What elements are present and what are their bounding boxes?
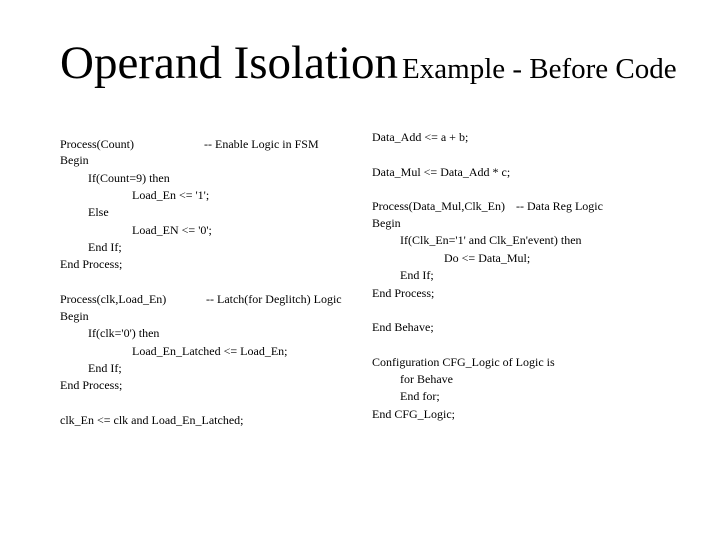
code-line: clk_En <= clk and Load_En_Latched;: [60, 413, 244, 427]
code-line: Else: [88, 205, 109, 219]
code-line: End Process;: [60, 257, 123, 271]
code-line: Begin: [60, 153, 89, 167]
title-subtitle: Example - Before Code: [402, 53, 677, 85]
code-line: If(Clk_En='1' and Clk_En'event) then: [400, 233, 582, 247]
slide-title: [60, 37, 677, 89]
code-line: If(clk='0') then: [88, 326, 160, 340]
code-line: Data_Mul <= Data_Add * c;: [372, 165, 511, 179]
code-line: Begin: [372, 216, 401, 230]
code-comment: -- Enable Logic in FSM: [204, 137, 319, 151]
code-line: Load_EN <= '0';: [132, 223, 212, 237]
code-line: Begin: [60, 309, 89, 323]
code-line: End Behave;: [372, 320, 434, 334]
code-line: Do <= Data_Mul;: [444, 251, 531, 265]
code-line: End Process;: [372, 286, 435, 300]
code-line: End If;: [400, 268, 434, 282]
code-line: End Process;: [60, 378, 123, 392]
code-line: Configuration CFG_Logic of Logic is: [372, 355, 555, 369]
code-comment: -- Latch(for Deglitch) Logic: [206, 292, 342, 306]
code-line: for Behave: [400, 372, 453, 386]
code-line: If(Count=9) then: [88, 171, 170, 185]
title-main: Operand Isolation: [60, 37, 399, 89]
code-line: Process(clk,Load_En): [60, 292, 167, 306]
code-comment: -- Data Reg Logic: [516, 199, 603, 213]
code-line: End CFG_Logic;: [372, 407, 455, 421]
code-line: Load_En <= '1';: [132, 188, 210, 202]
code-line: Load_En_Latched <= Load_En;: [132, 344, 288, 358]
code-line: Process(Data_Mul,Clk_En): [372, 199, 505, 213]
code-line: End If;: [88, 361, 122, 375]
code-line: Process(Count): [60, 137, 134, 151]
code-line: End for;: [400, 389, 440, 403]
code-line: End If;: [88, 240, 122, 254]
code-line: Data_Add <= a + b;: [372, 130, 469, 144]
